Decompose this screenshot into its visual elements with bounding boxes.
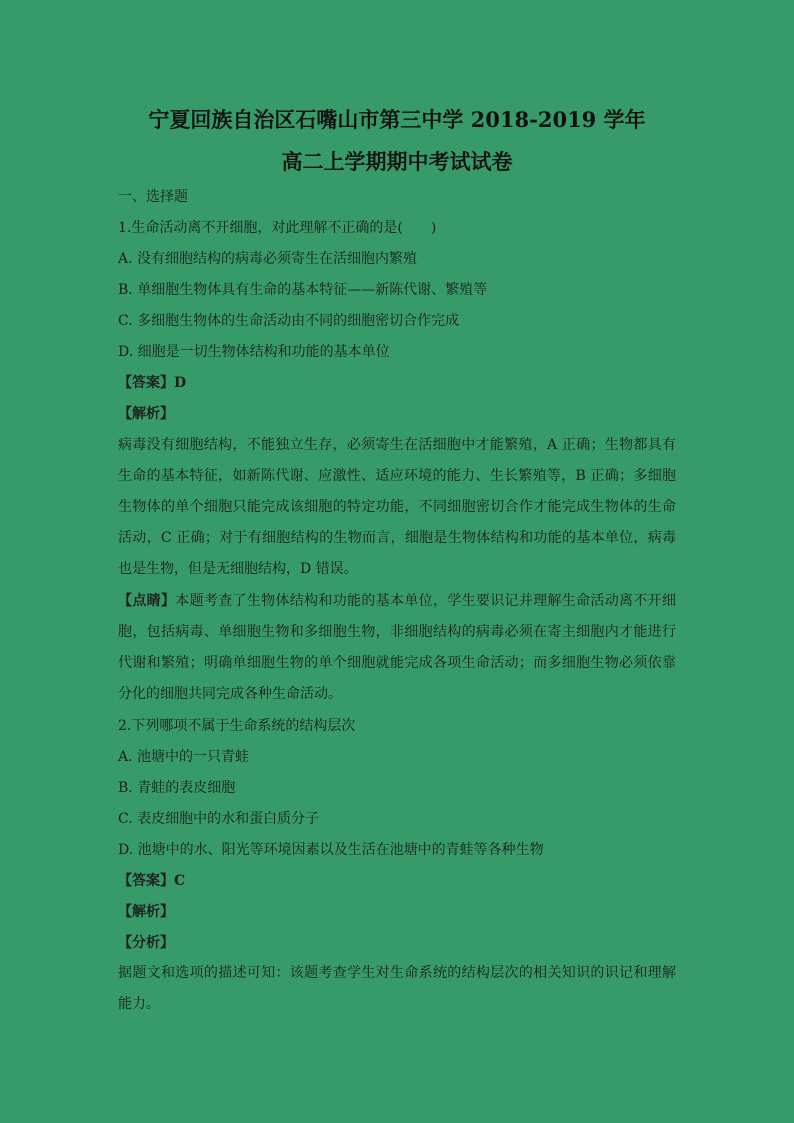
q2-answer: 【答案】C — [118, 873, 186, 889]
q1-answer: 【答案】D — [118, 375, 187, 391]
q1-analysis-text: 病毒没有细胞结构，不能独立生存，必须寄生在活细胞中才能繁殖，A 正确；生物都具有生命的基本特征，如新陈代谢、应激性、适应环境的能力、生长繁殖等，B 正确；多细胞生物体的单个细胞只能完成该细胞的特定功能，不同细胞密切合作才能完成生物体的生命活动，C 正确；对于有细胞结构的生物而言，细胞是生物体结构和功能的基本单位，病毒也是生物，但是无细胞结构，D 错误。 — [118, 437, 676, 577]
q1-comment — [118, 586, 676, 710]
q1-stem: 1.生命活动离不开细胞，对此理解不正确的是( ) — [118, 220, 437, 236]
document-title-line2: 高二上学期期中考试试卷 — [281, 149, 513, 174]
q1-comment-text: 本题考查了生物体结构和功能的基本单位，学生要识记并理解生命活动离不开细胞，包括病毒、单细胞生物和多细胞生物，非细胞结构的病毒必须在寄主细胞内才能进行代谢和繁殖；明确单细胞生物的单个细胞就能完成各项生命活动；而多细胞生物必须依靠分化的细胞共同完成各种生命活动。 — [118, 593, 677, 702]
q2-fenxi-text: 据题文和选项的描述可知：该题考查学生对生命系统的结构层次的相关知识的识记和理解能力。 — [118, 965, 676, 1012]
q2-option-a: A. 池塘中的一只青蛙 — [118, 749, 250, 765]
q2-stem: 2.下列哪项不属于生命系统的结构层次 — [118, 718, 356, 734]
q2-fenxi-label: 【分析】 — [118, 935, 174, 951]
q2-option-d: D. 池塘中的水、阳光等环境因素以及生活在池塘中的青蛙等各种生物 — [118, 842, 544, 858]
q1-comment-label: 【点睛】 — [118, 593, 176, 609]
q2-analysis-label: 【解析】 — [118, 904, 174, 920]
q1-option-c: C. 多细胞生物体的生命活动由不同的细胞密切合作完成 — [118, 313, 460, 329]
q1-option-b: B. 单细胞生物体具有生命的基本特征——新陈代谢、繁殖等 — [118, 282, 488, 298]
section-heading: 一、选择题 — [118, 189, 188, 205]
q1-option-d: D. 细胞是一切生物体结构和功能的基本单位 — [118, 344, 390, 360]
q1-option-a: A. 没有细胞结构的病毒必须寄生在活细胞内繁殖 — [118, 251, 418, 267]
q1-analysis-label: 【解析】 — [118, 406, 174, 422]
document-title-line1: 宁夏回族自治区石嘴山市第三中学 2018-2019 学年 — [148, 107, 646, 132]
q2-option-c: C. 表皮细胞中的水和蛋白质分子 — [118, 811, 320, 827]
q2-option-b: B. 青蛙的表皮细胞 — [118, 780, 236, 796]
